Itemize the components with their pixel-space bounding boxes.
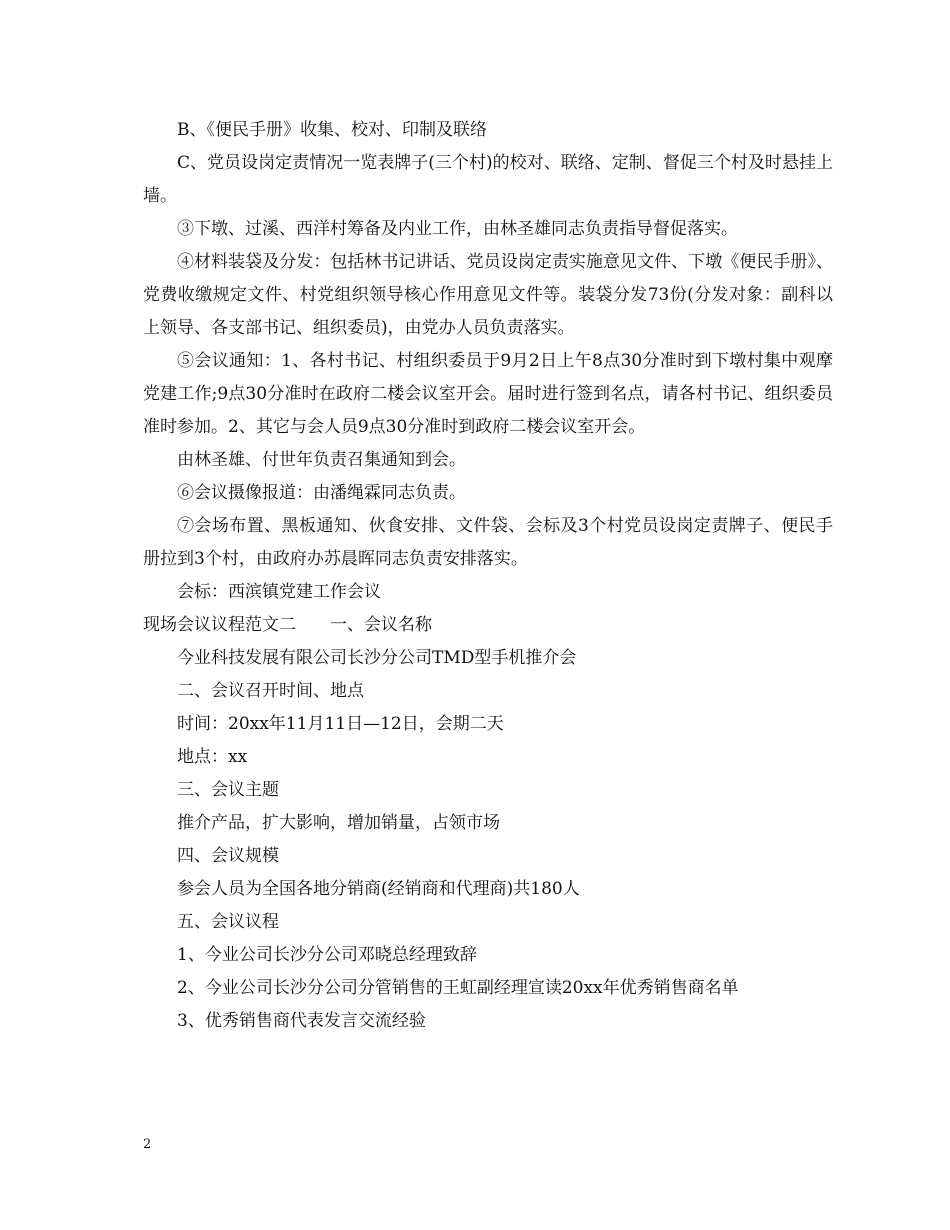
paragraph: B、《便民手册》收集、校对、印制及联络 xyxy=(177,120,487,140)
paragraph: 会标：西滨镇党建工作会议 xyxy=(177,582,381,602)
page-number: 2 xyxy=(143,1137,152,1152)
paragraph: ⑥会议摄像报道：由潘绳霖同志负责。 xyxy=(177,483,466,503)
paragraph: 五、会议议程 xyxy=(177,912,279,932)
paragraph: 推介产品，扩大影响，增加销量，占领市场 xyxy=(177,813,500,833)
paragraph: 时间：20xx年11月11日—12日，会期二天 xyxy=(177,714,504,734)
paragraph: 2、今业公司长沙分公司分管销售的王虹副经理宣读20xx年优秀销售商名单 xyxy=(177,978,739,998)
paragraph: 二、会议召开时间、地点 xyxy=(177,681,364,701)
paragraph: 3、优秀销售商代表发言交流经验 xyxy=(177,1011,426,1031)
paragraph: 今业科技发展有限公司长沙分公司TMD型手机推介会 xyxy=(177,648,577,668)
paragraph: 1、今业公司长沙分公司邓晓总经理致辞 xyxy=(177,945,477,965)
paragraph: ④材料装袋及分发：包括林书记讲话、党员设岗定责实施意见文件、下墩《便民手册》、党费收缴规定文件、村党组织领导核心作用意见文件等。装袋分发73份(分发对象：副科以上领导、各支部书记、组织委员)，由党办人员负责落实。 xyxy=(143,252,833,338)
paragraph: 由林圣雄、付世年负责召集通知到会。 xyxy=(177,450,466,470)
paragraph: ⑦会场布置、黑板通知、伙食安排、文件袋、会标及3个村党员设岗定责牌子、便民手册拉到3个村，由政府办苏晨晖同志负责安排落实。 xyxy=(143,516,833,569)
document-body xyxy=(143,114,833,1038)
paragraph: ③下墩、过溪、西洋村筹备及内业工作，由林圣雄同志负责指导督促落实。 xyxy=(177,219,738,239)
section-heading: 现场会议议程范文二 一、会议名称 xyxy=(143,615,432,635)
paragraph: ⑤会议通知：1、各村书记、村组织委员于9月2日上午8点30分准时到下墩村集中观摩党建工作;9点30分准时在政府二楼会议室开会。届时进行签到名点，请各村书记、组织委员准时参加。2、其它与会人员9点30分准时到政府二楼会议室开会。 xyxy=(143,351,833,437)
paragraph: 四、会议规模 xyxy=(177,846,279,866)
paragraph: C、党员设岗定责情况一览表牌子(三个村)的校对、联络、定制、督促三个村及时悬挂上墙。 xyxy=(143,153,833,206)
paragraph: 参会人员为全国各地分销商(经销商和代理商)共180人 xyxy=(177,879,580,899)
paragraph: 地点：xx xyxy=(177,747,248,767)
paragraph: 三、会议主题 xyxy=(177,780,279,800)
